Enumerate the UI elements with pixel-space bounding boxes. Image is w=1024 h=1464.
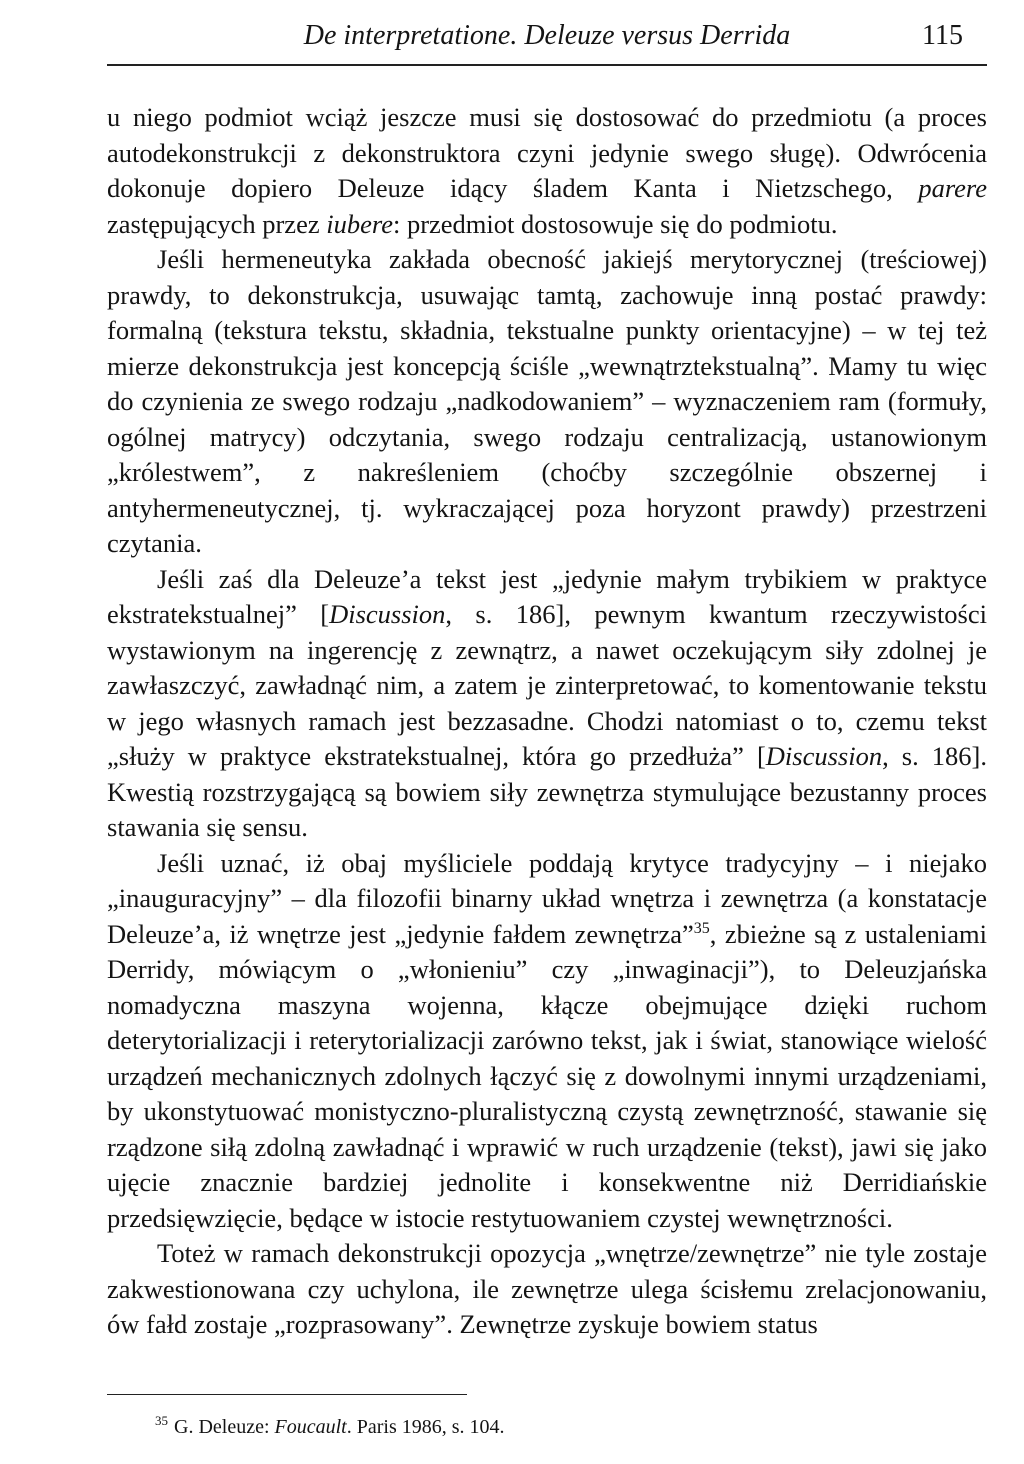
paragraph-4-text-1: Jeśli uznać, iż obaj myśliciele poddają krytyce tradycyjny – i niejako „inauguracyjny” – dla filozofii binarny układ wnętrza i zewnętrza (a konstatacje Deleuze’a, iż wnętrze jest „jedynie fałdem zewnętrza” [107, 847, 987, 949]
paragraph-1-text-1: u niego podmiot wciąż jeszcze musi się dostosować do przedmiotu (a proces autodekonstrukcji z dekonstruktora czyni jedynie swego sługę). Odwrócenia dokonuje dopiero Deleuze idący śladem Kanta i Nietzschego, [107, 102, 987, 203]
paragraph-4-text-2: , zbieżne są z ustaleniami Derridy, mówiącym o „włonieniu” czy „inwaginacji”), to Deleuzjańska nomadyczna maszyna wojenna, kłącze obejmujące dzięki ruchom deterytorializacji i reterytorializacji zarówno tekst, jak i świat, stanowiące wielość urządzeń mechanicznych zdolnych łączyć się z dowolnymi innymi urządzeniami, by ukonstytuować monistyczno-pluralistyczną czystą zewnętrzność, stawanie się rządzone siłą zdolną zawładnąć i wprawić w ruch urządzenie (tekst), jawi się jako ujęcie znacznie bardziej jednolite i konsekwentne niż Derridiańskie przedsięwzięcie, będące w istocie restytuowaniem czystej wewnętrzności. [107, 918, 987, 1233]
paragraph-1 [107, 100, 987, 242]
footnote-text-2: . Paris 1986, s. 104. [346, 1416, 505, 1438]
footnote-rule [107, 1394, 467, 1395]
footnote-reference[interactable]: 35 [693, 919, 710, 937]
running-title: De interpretatione. Deleuze versus Derrida [303, 20, 791, 51]
paragraph-3-text-3: , s. 186]. Kwestią rozstrzygającą są bowiem siły zewnętrza stymulujące bezustanny proces stawania się sensu. [107, 741, 987, 842]
footnote-text-1: G. Deleuze: [174, 1416, 275, 1438]
paragraph-3 [107, 562, 987, 846]
paragraph-1-italic-parere: parere [918, 173, 987, 203]
main-text [107, 100, 987, 1343]
paragraph-1-italic-iubere: iubere [326, 208, 393, 239]
paragraph-1-text-3: : przedmiot dostosowuje się do podmiotu. [392, 208, 838, 239]
paragraph-3-italic-citation-1: Discussion [329, 599, 446, 629]
running-header [107, 18, 987, 58]
paragraph-5: Toteż w ramach dekonstrukcji opozycja „wnętrze/zewnętrze” nie tyle zostaje zakwestionowana czy uchylona, ile zewnętrze ulega ścisłemu zrelacjonowaniu, ów fałd zostaje „rozprasowany”. Zewnętrze zyskuje bowiem status [107, 1238, 987, 1339]
footnote-italic-title: Foucault [274, 1416, 347, 1438]
paragraph-2: Jeśli hermeneutyka zakłada obecność jakiejś merytorycznej (treściowej) prawdy, to dekonstrukcja, usuwając tamtą, zachowuje inną postać prawdy: formalną (tekstura tekstu, składnia, tekstualne punkty orientacyjne) – w tej też mierze dekonstrukcja jest koncepcją ściśle „wewnątrztekstualną”. Mamy tu więc do czynienia ze swego rodzaju „nadkodowaniem” – wyznaczeniem ram (formuły, ogólnej matrycy) odczytania, swego rodzaju centralizacją, ustanowionym „królestwem”, z nakreśleniem (choćby szczególnie obszernej i antyhermeneutycznej, tj. wykraczającej poza horyzont prawdy) przestrzeni czytania. [107, 244, 987, 558]
footnote [155, 1414, 505, 1440]
footnote-number: 35 [155, 1413, 168, 1428]
paragraph-3-text-1: Jeśli zaś dla Deleuze’a tekst jest „jedynie małym trybikiem w praktyce ekstratekstualnej” [ [107, 563, 987, 629]
header-rule [107, 64, 987, 66]
paragraph-1-text-2: zastępujących przez [107, 208, 327, 239]
page-number: 115 [922, 20, 963, 51]
paragraph-4 [107, 846, 987, 1237]
paragraph-3-italic-citation-2: Discussion [765, 741, 883, 771]
paragraph-3-text-2: , s. 186], pewnym kwantum rzeczywistości wystawionym na ingerencję z zewnątrz, a nawet oczekującym siły zdolnej je zawłaszczyć, zawładnąć nim, a zatem je zinterpretować, to komentowanie tekstu w jego własnych ramach jest bezzasadne. Chodzi natomiast o to, czemu tekst „służy w praktyce ekstratekstualnej, która go przedłuża” [ [107, 599, 987, 771]
